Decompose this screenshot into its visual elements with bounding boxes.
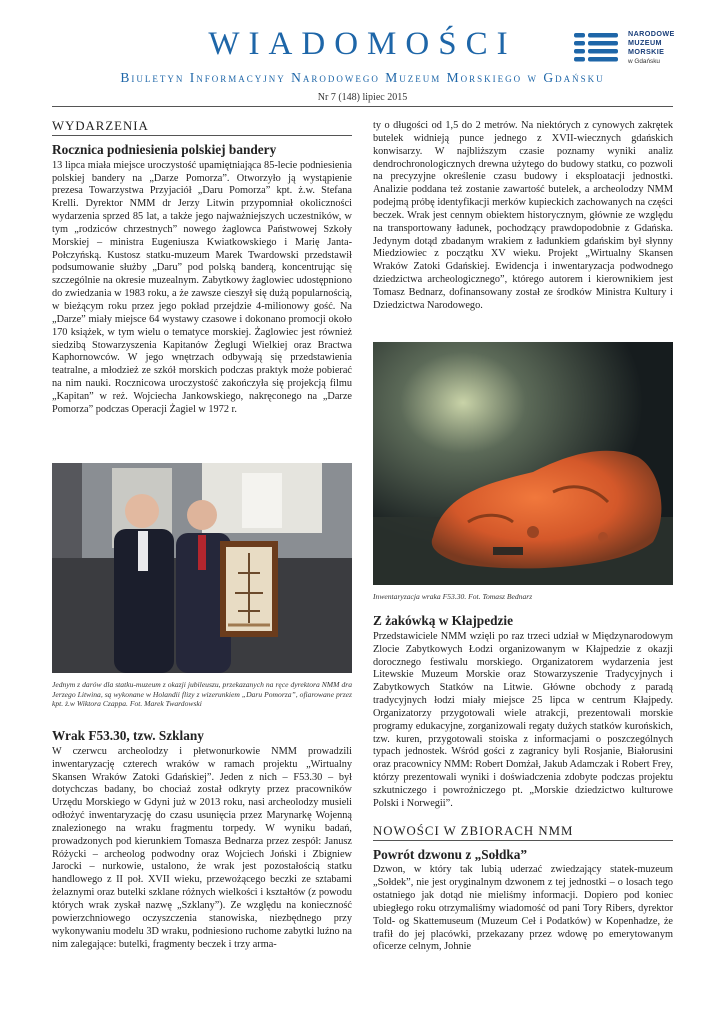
article-headline-bell: Powrót dzwonu z „Sołdka” bbox=[373, 846, 528, 862]
article-headline-flag-anniversary: Rocznica podniesienia polskiej bandery bbox=[52, 141, 277, 157]
left-column-top bbox=[52, 120, 352, 417]
section-heading-collections: NOWOŚCI W ZBIORACH NMM bbox=[373, 825, 673, 841]
article-headline-wreck: Wrak F53.30, tzw. Szklany bbox=[52, 728, 204, 743]
logo-wave-icon bbox=[574, 32, 620, 62]
header-rule bbox=[52, 106, 673, 107]
article-body-wreck-part1: W czerwcu archeolodzy i płetwonurkowie NMM prowadzili inwentaryzację czterech wraków w ramach projektu „Wirtualny Skansen Wraków Zatoki Gdańskiej”. Jeden z nich – F53.30 – był dotychczas badany, bo chociaż został odkryty przez pracowników Urzędu Morskiego w Gdyni już w 2013 roku, nasi archeolodzy musieli odłożyć inwentaryzację do czasu usunięcia przez Marynarkę Wojenną znalezionego na wraku fragmentu torpedy. W wyniku badań, prowadzonych pod kierunkiem Tomasza Bednarza przez zespół: Janusz Różycki – archeolog podwodny oraz Wojciech Joński i Zbigniew Jarocki – nurkowie, ustalono, że wrak jest pozostałością statku handlowego z II poł. XVII wieku, przewożącego beczki ze sztabami żelaznymi oraz butelki szklane różnych wielkości i kształtów (z powodu których wrak zyskał nazwę „Szklany”). Ze względu na konieczność powierzchniowego oczyszczenia stanowiska, niezbędnego przy wykonywaniu modelu 3D wraku, podniesiono ruchome zabytki luźno na nim zalegające: butelki, fragmenty beczek i trzy arma- bbox=[52, 745, 352, 950]
article-headline-klaipeda: Z żakówką w Kłajpedzie bbox=[373, 613, 513, 628]
underwater-photo-image bbox=[373, 342, 673, 585]
photo-wreck bbox=[373, 342, 673, 585]
newsletter-subtitle: Biuletyn Informacyjny Narodowego Muzeum Morskiego w Gdańsku bbox=[120, 70, 605, 85]
section-heading-events: WYDARZENIA bbox=[52, 120, 352, 136]
museum-logo bbox=[574, 29, 714, 73]
article-body-bell: Dzwon, w który tak lubią uderzać zwiedzający statek-muzeum „Sołdek”, nie jest oryginalnym dzwonem z tej jednostki – o losach tego ostatniego jak dotąd nie mieliśmy informacji. Dopiero pod koniec ubiegłego roku otrzymaliśmy wiadomość od pani Tory Ribers, dyrektor Told- og Skattemuseum (Muzeum Ceł i Podatków) w Kopenhadze, że trafił do jej placówki, przekazany przez wdowę po emerytowanym oficerze celnym, Johnie bbox=[373, 864, 673, 953]
right-column-top bbox=[373, 120, 673, 313]
newsletter-title: WIADOMOŚCI bbox=[208, 26, 517, 62]
article-body-wreck-part2: ty o długości od 1,5 do 2 metrów. Na niektórych z cynowych zakrętek butelek widnieją punce jednego z XVII-wiecznych gdańskich konwisarzy. W najbliższym czasie poznamy wyniki analiz dendrochronologicznych drewna użytego do budowy statku, co pozwoli na precyzyjne określenie czasu budowy i eksploatacji jednostki. Analizie poddana też zostanie zawartość butelek, a archeolodzy NMM podejmą próbę identyfikacji merków kupieckich zachowanych na części beczek. Wrak jest cennym obiektem historycznym, głównie ze względu na transportowany ładunek, pochodzący prawdopodobnie z Gdańska. Jedynym dotąd zbadanym wrakiem z ładunkiem gdańskim był słynny Miedziowiec z początku XV wieku. Projekt „Wirtualny Skansen Wraków Zatoki Gdańskiej. Ewidencja i inwentaryzacja podwodnego dziedzictwa archeologicznego”, którego autorem i kierownikiem jest Tomasz Bednarz, dofinansowany został ze środków Ministra Kultury i Dziedzictwa Narodowego. bbox=[373, 120, 673, 311]
issue-number: Nr 7 (148) lipiec 2015 bbox=[317, 92, 408, 103]
ceremony-photo-image bbox=[52, 463, 352, 673]
photo-caption-wreck: Inwentaryzacja wraka F53.30. Fot. Tomasz Bednarz bbox=[373, 592, 533, 601]
article-body-flag-anniversary: 13 lipca miała miejsce uroczystość upamiętniająca 85-lecie podniesienia polskiej bandery na „Darze Pomorza”. Otworzyło ją wystąpienie prezesa Towarzystwa Przyjaciół „Daru Pomorza” kpt. ż.w. Stefana Krelli. Dyrektor NMM dr Jerzy Litwin przypomniał okoliczności wydarzenia sprzed 85 lat, a także jego najważniejszych uczestników, w tym „rodziców chrzestnych” nowego żaglowca Państwowej Szkoły Morskiej – ministra Eugeniusza Kwiatkowskiego i Marię Janta-Połczyńską. Kustosz statku-muzeum Marek Twardowski przedstawił podsumowanie służby „Daru” pod polską banderą, koncentrując się szczególnie na okresie muzealnym. Zabytkowy żaglowiec udostępniono do zwiedzania w 1983 roku, a że zawsze cieszył się dużą popularnością, w bieżącym roku przez jego pokład przejdzie 4-milionowy gość. Na „Darze” miały miejsce 64 wystawy czasowe i dokonano promocji około 170 książek, w tym wielu o tematyce morskiej. Żaglowiec jest również siedzibą Stowarzyszenia Kapitanów Żeglugi Wielkiej oraz Bractwa Kaphornowców. W jego wnętrzach odbywają się przedstawienia teatralne, a młodzież ze szkół morskich podczas praktyk może pobierać na nim nauki. Rocznicowa uroczystość zakończyła się projekcją filmu „Kapitan” w reż. Wojciecha Jankowskiego, nakręconego na „Darze Pomorza” podczas Operacji Żagiel w 1972 r. bbox=[52, 159, 352, 415]
article-body-klaipeda: Przedstawiciele NMM wzięli po raz trzeci udział w Międzynarodowym Zlocie Zabytkowych Łodzi organizowanym w Kłajpedzie z okazji dorocznego festiwalu morskiego. Organizatorem wydarzenia jest Litewskie Muzeum Morskie oraz Stowarzyszenie Tradycyjnych i Zabytkowych Statków na Litwie. Główne obchody z paradą tradycyjnych łodzi miały miejsce 25 lipca w centrum Kłajpedy. Organizatorzy przygotowali wiele atrakcji, prezentowali morskie programy edukacyjne, zorganizowali regaty dużych statków kurońskich, tzw. kuren, przygotowali stoiska z informacjami o poszczególnych typach jednostek. Wśród gości z zagranicy byli Rosjanie, Białorusini oraz pracownicy NMM: Robert Domżał, Jakub Adamczak i Robert Frey, którzy prezentowali wyniki i doświadczenia zdobyte podczas projektu szkutniczego i powroźniczego pt. „Morskie dziedzictwo kulturowe Polski i Norwegii”. bbox=[373, 630, 673, 809]
photo-caption-ceremony: Jednym z darów dla statku-muzeum z okazji jubileuszu, przekazanych na ręce dyrektora NMM dra Jerzego Litwina, są wykonane w Holandii flizy z wizerunkiem „Daru Pomorza”, ofiarowane przez kpt. ż.w Wiktora Czappa. Fot. Marek Twardowski bbox=[52, 680, 352, 709]
logo-text: NARODOWE MUZEUM MORSKIE w Gdańsku bbox=[628, 29, 675, 65]
left-column-bottom bbox=[52, 730, 352, 951]
right-column-bottom bbox=[373, 615, 673, 954]
photo-ceremony bbox=[52, 463, 352, 673]
